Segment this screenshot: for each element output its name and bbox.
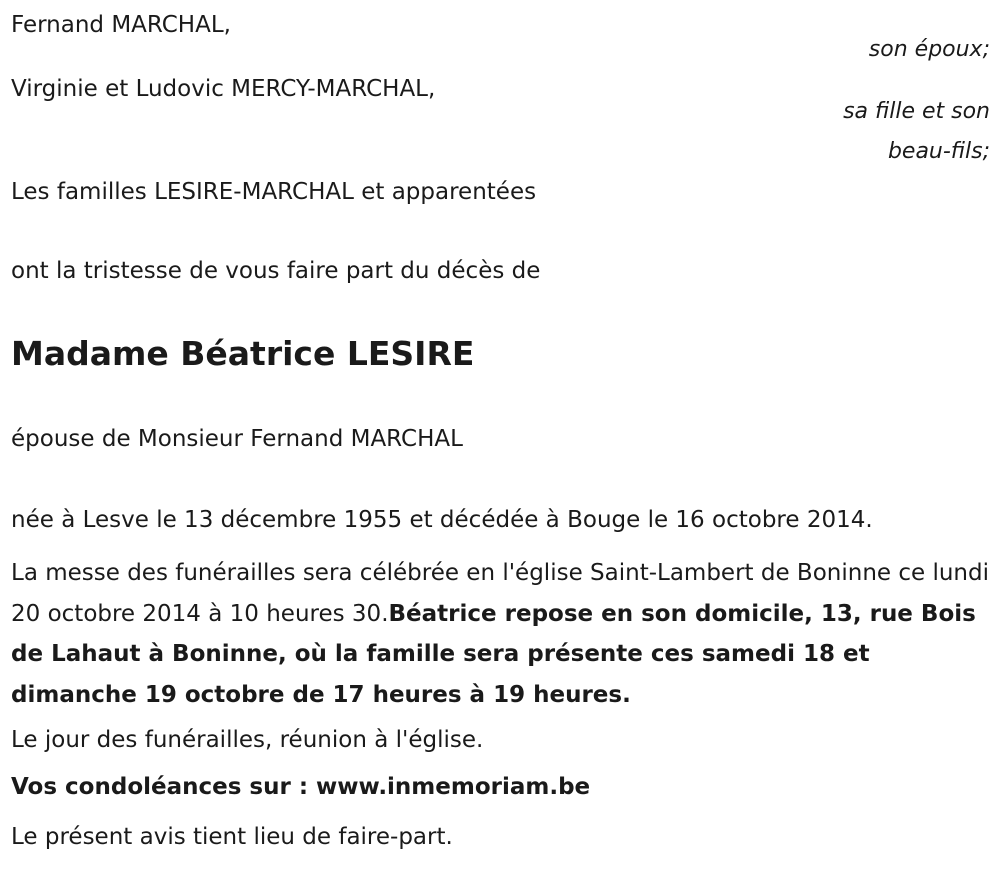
funeral-paragraph bbox=[11, 553, 996, 715]
condolences-line: Vos condoléances sur : www.inmemoriam.be bbox=[11, 774, 591, 800]
spouse-of-line: épouse de Monsieur Fernand MARCHAL bbox=[11, 426, 463, 452]
children-names: Virginie et Ludovic MERCY-MARCHAL, bbox=[11, 76, 436, 102]
funeral-text: La messe des funérailles sera célébrée en l'église Saint-Lambert de Boninne ce lundi 20 octobre 2014 à 10 heures 30. bbox=[11, 560, 989, 627]
spouse-role: son époux; bbox=[868, 37, 990, 62]
birth-death-line: née à Lesve le 13 décembre 1955 et décédée à Bouge le 16 octobre 2014. bbox=[11, 507, 873, 533]
families-line: Les familles LESIRE-MARCHAL et apparentées bbox=[11, 179, 537, 205]
deceased-name: Madame Béatrice LESIRE bbox=[11, 334, 475, 373]
children-role-line1: sa fille et son bbox=[843, 99, 990, 124]
visitation-text: Béatrice repose en son domicile, 13, rue Bois de Lahaut à Boninne, où la famille sera présente ces samedi 18 et dimanche 19 octobre de 17 heures à 19 heures. bbox=[11, 600, 976, 708]
meeting-line: Le jour des funérailles, réunion à l'église. bbox=[11, 727, 484, 753]
notice-line: Le présent avis tient lieu de faire-part. bbox=[11, 824, 453, 850]
children-role-line2: beau-fils; bbox=[887, 139, 990, 164]
intro-line: ont la tristesse de vous faire part du décès de bbox=[11, 258, 541, 284]
spouse-name: Fernand MARCHAL, bbox=[11, 12, 231, 38]
